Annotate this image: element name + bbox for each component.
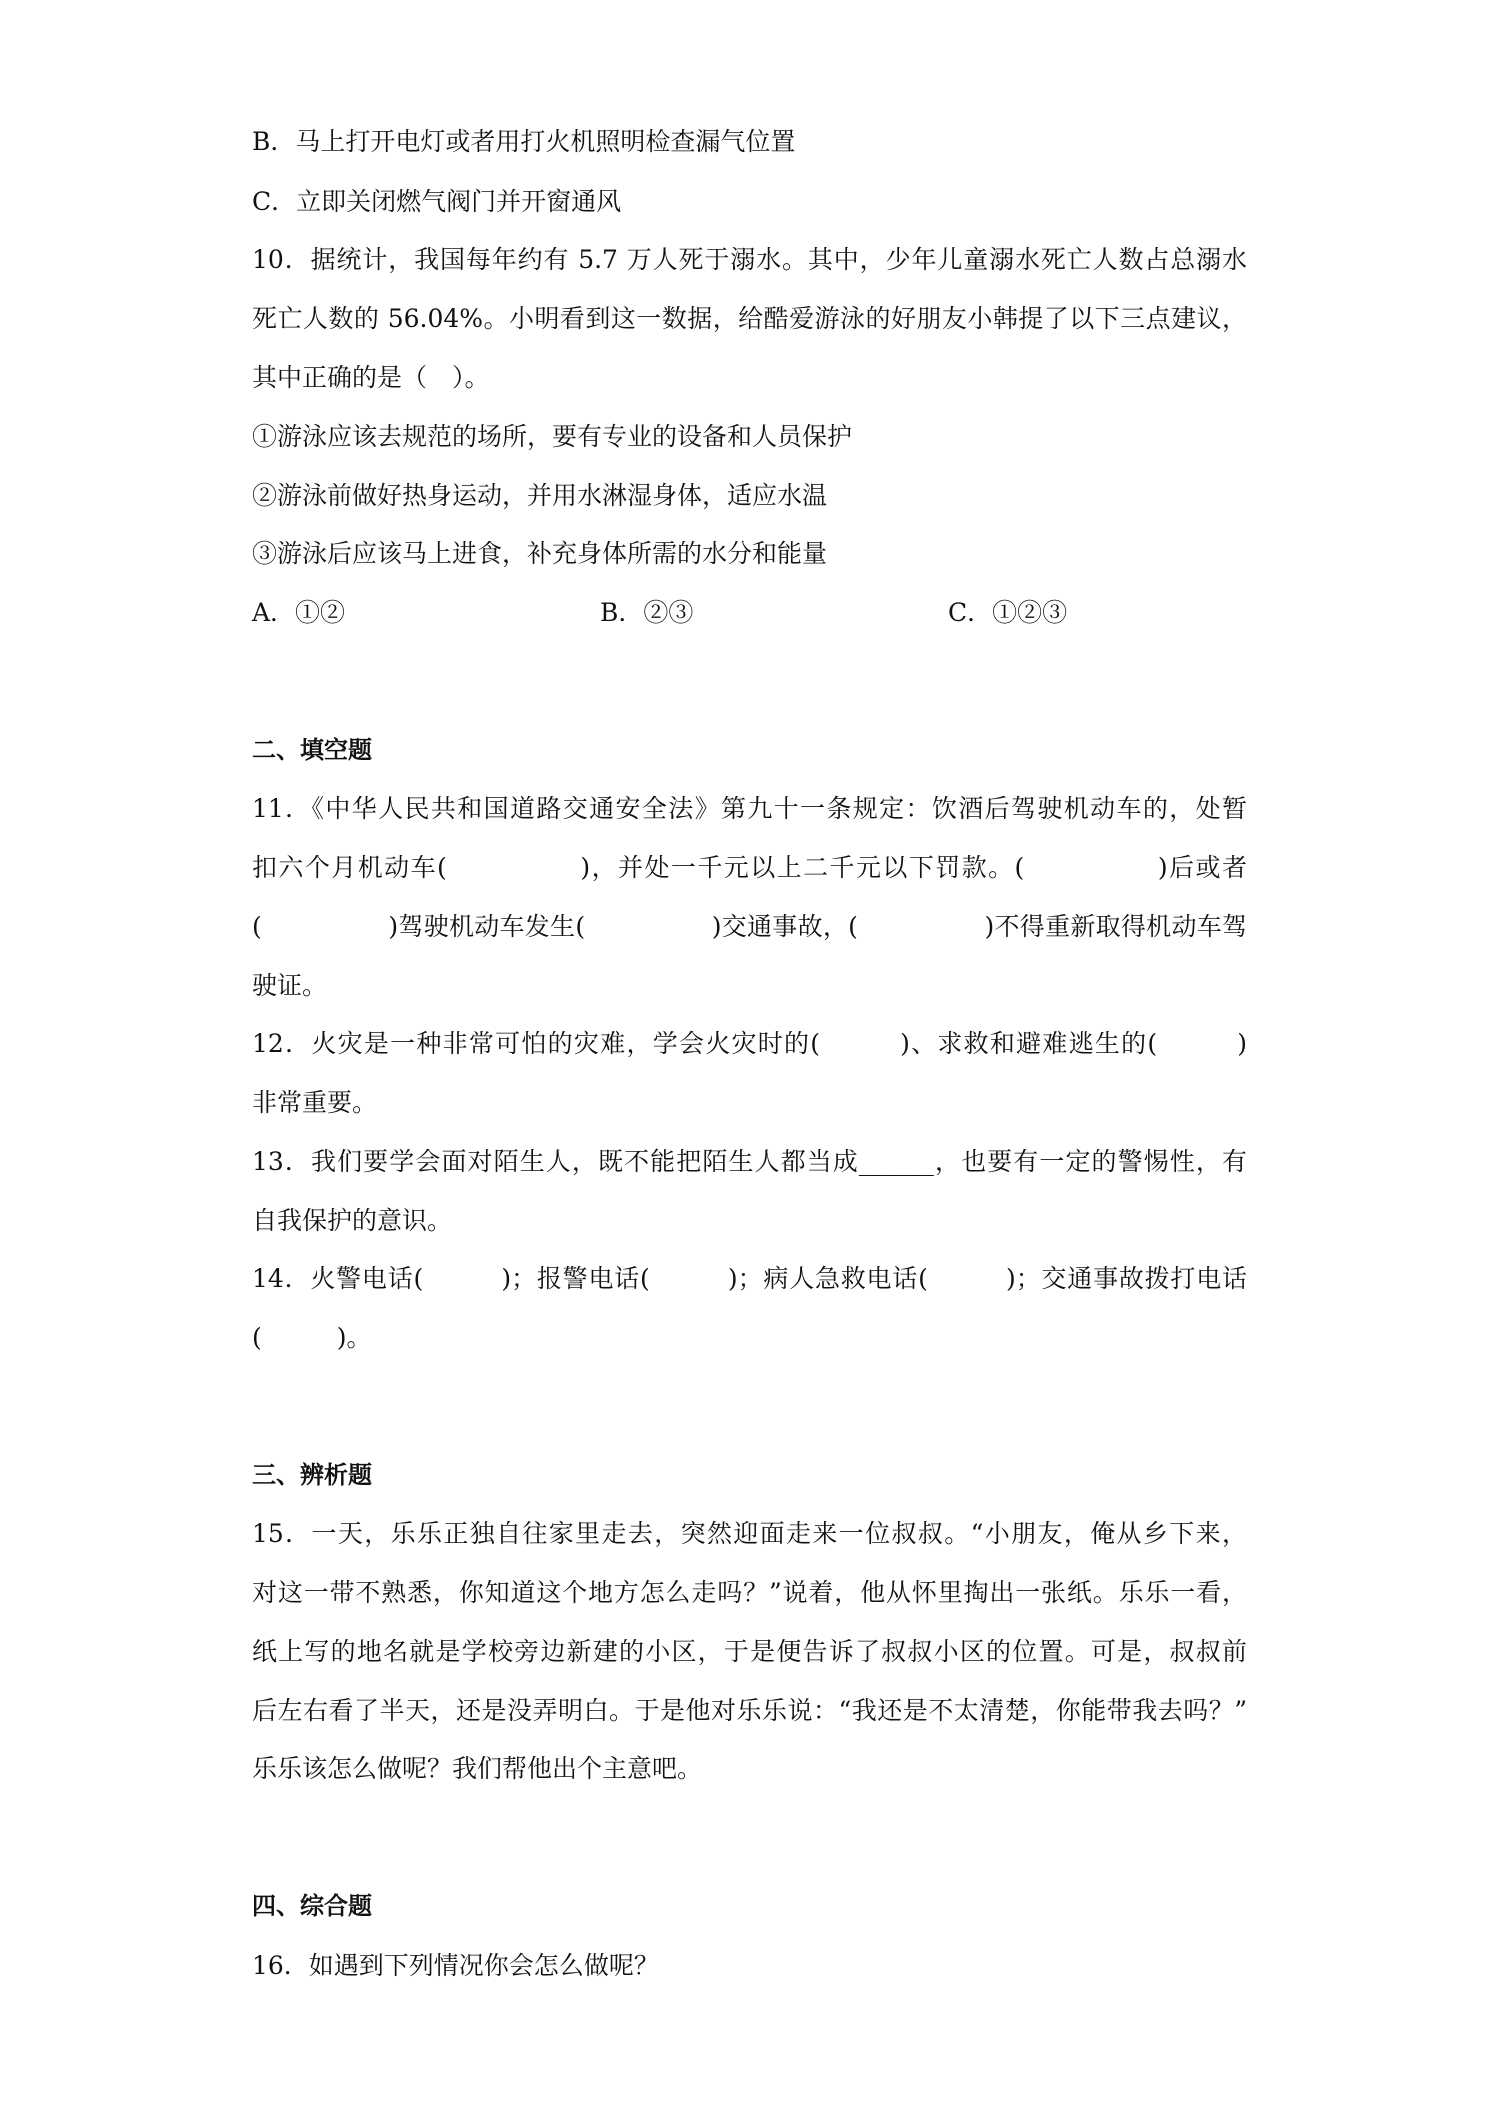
q10-option-a: A．①②	[252, 598, 346, 627]
q13-line-2: 自我保护的意识。	[252, 1206, 453, 1235]
q14-line-2: ( )。	[252, 1323, 372, 1352]
q16-line-1: 16．如遇到下列情况你会怎么做呢？	[252, 1951, 659, 1980]
q11-line-3: ( )驾驶机动车发生( )交通事故，( )不得重新取得机动车驾	[252, 912, 1247, 941]
q12-line-1: 12．火灾是一种非常可怕的灾难，学会火灾时的( )、求救和避难逃生的( )	[252, 1029, 1247, 1058]
section-heading-analysis: 三、辨析题	[252, 1461, 372, 1489]
q15-line-5: 乐乐该怎么做呢？我们帮他出个主意吧。	[252, 1754, 703, 1783]
q10-line-2: 死亡人数的 56.04%。小明看到这一数据，给酷爱游泳的好朋友小韩提了以下三点建议，	[252, 304, 1247, 333]
q12-line-2: 非常重要。	[252, 1088, 378, 1117]
q10-line-1: 10．据统计，我国每年约有 5.7 万人死于溺水。其中，少年儿童溺水死亡人数占总溺水	[252, 245, 1247, 274]
q10-option-b: B．②③	[600, 598, 694, 627]
section-heading-comprehensive: 四、综合题	[252, 1892, 372, 1920]
q15-line-3: 纸上写的地名就是学校旁边新建的小区，于是便告诉了叔叔小区的位置。可是，叔叔前	[252, 1637, 1247, 1666]
q9-option-b: B．马上打开电灯或者用打火机照明检查漏气位置	[252, 127, 796, 156]
q10-option-c: C．①②③	[948, 598, 1068, 627]
q15-line-2: 对这一带不熟悉，你知道这个地方怎么走吗？”说着，他从怀里掏出一张纸。乐乐一看，	[252, 1578, 1247, 1607]
q15-line-4: 后左右看了半天，还是没弄明白。于是他对乐乐说：“我还是不太清楚，你能带我去吗？”	[252, 1696, 1247, 1725]
q10-statement-2: ②游泳前做好热身运动，并用水淋湿身体，适应水温	[252, 481, 828, 510]
q9-option-c: C．立即关闭燃气阀门并开窗通风	[252, 187, 622, 216]
q11-line-1: 11．《中华人民共和国道路交通安全法》第九十一条规定：饮酒后驾驶机动车的，处暂	[252, 794, 1247, 823]
q11-line-4: 驶证。	[252, 971, 328, 1000]
q15-line-1: 15．一天，乐乐正独自往家里走去，突然迎面走来一位叔叔。“小朋友，俺从乡下来，	[252, 1519, 1247, 1548]
section-heading-fill-in: 二、填空题	[252, 736, 372, 764]
q10-line-3: 其中正确的是（ ）。	[252, 363, 490, 392]
q11-line-2: 扣六个月机动车( )，并处一千元以上二千元以下罚款。( )后或者	[252, 853, 1247, 882]
q13-line-1: 13．我们要学会面对陌生人，既不能把陌生人都当成______，也要有一定的警惕性，有	[252, 1147, 1247, 1176]
q10-statement-3: ③游泳后应该马上进食，补充身体所需的水分和能量	[252, 539, 828, 568]
q10-statement-1: ①游泳应该去规范的场所，要有专业的设备和人员保护	[252, 422, 853, 451]
q14-line-1: 14．火警电话( )；报警电话( )；病人急救电话( )；交通事故拨打电话	[252, 1264, 1247, 1293]
